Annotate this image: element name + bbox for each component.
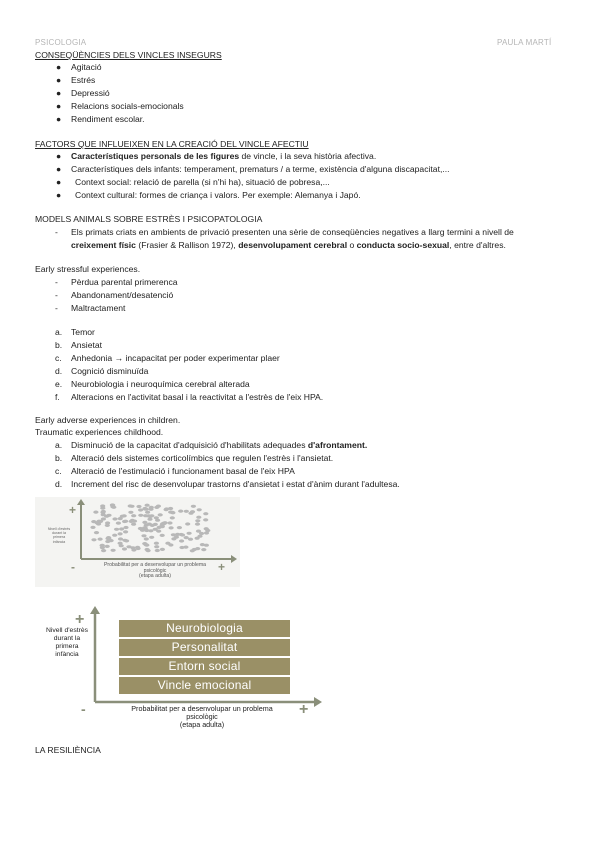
list-marker: e. [55, 379, 63, 389]
list-item: Depressió [71, 88, 110, 98]
y-axis-label [39, 527, 79, 544]
scatter-dot [106, 536, 111, 539]
scatter-dot [91, 538, 96, 541]
scatter-dot [174, 536, 179, 539]
header-author: PAULA MARTÍ [497, 38, 552, 47]
scatter-dot [199, 532, 204, 535]
section-title-resilience: LA RESILIÈNCIA [35, 745, 101, 755]
x-axis-label [107, 705, 297, 729]
list-marker: c. [55, 353, 62, 363]
scatter-dot [123, 520, 128, 523]
label-line: (etapa adulta) [138, 573, 171, 580]
label-line: primera [52, 535, 66, 540]
scatter-dot [179, 539, 184, 542]
scatter-dot [204, 531, 209, 534]
list-marker: d. [55, 479, 63, 489]
list-item: Cognició disminuïda [71, 366, 149, 376]
scatter-dot [154, 545, 159, 548]
bullet-icon: ● [56, 190, 62, 200]
bold-term: d'afrontament. [307, 440, 368, 450]
scatter-dot [165, 542, 170, 545]
list-item: Pèrdua parental primerenca [71, 277, 178, 287]
scatter-dot [147, 518, 152, 521]
dash-marker: - [55, 303, 58, 313]
scatter-dot [101, 510, 106, 513]
scatter-dot [196, 516, 201, 519]
list-item: Relacions socials-emocionals [71, 101, 184, 111]
bullet-icon: ● [56, 88, 62, 98]
scatter-dot [94, 531, 99, 534]
scatter-dot [138, 527, 143, 530]
list-item: Rendiment escolar. [71, 114, 145, 124]
scatter-dot [184, 510, 189, 513]
plus-icon: + [69, 503, 77, 517]
scatter-dot [105, 521, 110, 524]
scatter-dot [155, 549, 160, 552]
x-axis-label [95, 563, 215, 580]
scatter-dot [93, 511, 98, 514]
item-text: de vincle, i la seva història afectiva. [239, 151, 377, 161]
scatter-dot [144, 529, 149, 532]
scatter-dot [177, 526, 182, 529]
scatter-dot [112, 534, 117, 537]
scatter-dot [111, 549, 116, 552]
factor-bar-personality: Personalitat [119, 639, 290, 656]
list-item: Anhedonia → incapacitat per poder experimentar plaer [71, 353, 280, 363]
y-arrow-icon [90, 606, 100, 614]
label-line: primera [55, 643, 79, 650]
label-line: durant la [52, 531, 66, 536]
scatter-dot [197, 508, 202, 511]
scatter-dot [195, 519, 200, 522]
scatter-dot [118, 532, 123, 535]
scatter-dot [118, 542, 123, 545]
x-arrow-icon [314, 697, 322, 707]
text-run: Disminució de la capacitat d'adquisició d'habilitats adequades [71, 440, 308, 450]
bullet-icon: ● [56, 177, 62, 187]
bold-term: creixement físic [71, 240, 136, 250]
scatter-dot [126, 545, 131, 548]
scatter-dot [96, 520, 101, 523]
scatter-dot [130, 519, 135, 522]
list-item: Característiques dels infants: temperament, prematurs / a terme, existència d'alguna discapacitat,... [71, 164, 450, 174]
list-marker: c. [55, 466, 62, 476]
scatter-dot [190, 549, 195, 552]
list-marker: f. [55, 392, 60, 402]
scatter-dot [148, 508, 153, 511]
bullet-icon: ● [56, 164, 62, 174]
plus-icon: + [218, 560, 226, 574]
scatter-dot [120, 515, 125, 518]
list-item: Neurobiologia i neuroquímica cerebral alterada [71, 379, 250, 389]
scatter-dot [187, 532, 192, 535]
factor-bar-neurobiology: Neurobiologia [119, 620, 290, 637]
scatter-dot [145, 511, 150, 514]
label-line: durant la [53, 635, 81, 642]
scatter-dot [153, 528, 158, 531]
figure-factors [35, 605, 325, 740]
scatter-dot [203, 512, 208, 515]
list-item [71, 151, 376, 161]
scatter-dot [105, 540, 110, 543]
scatter-dot [98, 538, 103, 541]
scatter-dot [150, 524, 155, 527]
section-title-consequences: CONSEQÜÈNCIES DELS VINCLES INSEGURS [35, 50, 222, 60]
label-line: (etapa adulta) [179, 720, 225, 729]
scatter-dot [188, 538, 193, 541]
scatter-dot [154, 542, 159, 545]
scatter-dot [160, 525, 165, 528]
scatter-dot [195, 523, 200, 526]
bullet-icon: ● [56, 75, 62, 85]
scatter-dot [119, 527, 124, 530]
scatter-dot [112, 517, 117, 520]
list-item: Increment del risc de desenvolupar trastorns d'ansietat i estat d'ànim durant l'adultesa. [71, 479, 400, 489]
scatter-dot [191, 505, 196, 508]
scatter-dot [144, 543, 149, 546]
scatter-dot [110, 504, 115, 507]
scatter-dot [144, 537, 149, 540]
scatter-dot [154, 516, 159, 519]
label-line: psicològic [143, 567, 167, 574]
bold-term: desenvolupament cerebral [238, 240, 348, 250]
scatter-dot [123, 526, 128, 529]
label-line: Nivell d'estrès [45, 627, 89, 634]
scatter-dot [101, 549, 106, 552]
list-item [71, 440, 367, 450]
list-item: Ansietat [71, 340, 103, 350]
list-item: Estrés [71, 75, 96, 85]
scatter-dot [106, 514, 111, 517]
minus-icon: - [81, 701, 86, 717]
scatter-dot [131, 523, 136, 526]
scatter-dot [122, 547, 127, 550]
section-title-traumatic: Traumatic experiences childhood. [35, 427, 164, 437]
plus-icon: + [299, 701, 309, 718]
list-marker: d. [55, 366, 63, 376]
scatter-dot [135, 546, 140, 549]
scatter-dot [143, 507, 148, 510]
bullet-icon: ● [56, 114, 62, 124]
list-item: Maltractament [71, 303, 126, 313]
scatter-dot [141, 534, 146, 537]
bullet-icon: ● [56, 101, 62, 111]
scatter-dot [138, 514, 143, 517]
figure-scatter [35, 497, 240, 587]
paragraph-line: Els primats criats en ambients de privació presenten una sèrie de conseqüències negatives a llarg termini a nivell de [71, 227, 514, 237]
text-run: (Frasier & Rallison 1972), [135, 240, 239, 250]
scatter-dot [164, 508, 169, 511]
scatter-dot [185, 522, 190, 525]
bold-term: conducta socio-sexual [356, 240, 450, 250]
scatter-dot [170, 511, 175, 514]
scatter-dot [131, 514, 136, 517]
scatter-dot [203, 518, 208, 521]
scatter-dot [160, 548, 165, 551]
label-line: Probabilitat per a desenvolupar un problema [131, 704, 273, 713]
section-title-early-stressful: Early stressful experiences. [35, 264, 141, 274]
scatter-dot [90, 526, 95, 529]
list-marker: a. [55, 440, 63, 450]
factor-bar-emotional-bond: Vincle emocional [119, 677, 290, 694]
scatter-dot [204, 544, 209, 547]
scatter-dot [149, 536, 154, 539]
paragraph-line [71, 240, 506, 250]
factor-bar-social-environment: Entorn social [119, 658, 290, 675]
list-marker: a. [55, 327, 63, 337]
text-run: o [347, 240, 357, 250]
scatter-dot [136, 505, 141, 508]
header-subject: PSICOLOGIA [35, 38, 87, 47]
scatter-dot [146, 549, 151, 552]
label-line: Probabilitat per a desenvolupar un problema [103, 562, 207, 568]
scatter-dot [162, 521, 167, 524]
scatter-dot [142, 521, 147, 524]
scatter-dot [116, 522, 121, 525]
scatter-dot [101, 513, 106, 516]
scatter-dot [195, 547, 200, 550]
scatter-dot [101, 517, 106, 520]
list-item: Context social: relació de parella (si n'hi ha), situació de pobresa,... [75, 177, 330, 187]
scatter-dot [170, 516, 175, 519]
scatter-dot [195, 537, 200, 540]
bullet-icon: ● [56, 62, 62, 72]
list-marker: b. [55, 453, 63, 463]
scatter-dot [188, 512, 193, 515]
scatter-dot [160, 534, 165, 537]
scatter-dot [100, 544, 105, 547]
dash-marker: - [55, 227, 58, 237]
scatter-dot [167, 521, 172, 524]
scatter-dot [100, 507, 105, 510]
y-axis-label [41, 627, 93, 659]
dash-marker: - [55, 277, 58, 287]
list-item: Alteració dels sistemes corticolímbics que regulen l'estrès i l'ansietat. [71, 453, 334, 463]
label-line: infància [52, 539, 66, 544]
minus-icon: - [71, 560, 75, 574]
list-item: Agitació [71, 62, 102, 72]
scatter-dot [129, 505, 134, 508]
list-item: Context cultural: formes de criança i valors. Per exemple: Alemanya i Japó. [75, 190, 361, 200]
scatter-dot [114, 528, 119, 531]
scatter-dot [105, 545, 110, 548]
bold-term: Característiques personals de les figures [71, 151, 240, 161]
scatter-dot [154, 506, 159, 509]
scatter-dot [145, 504, 150, 507]
scatter-dot [201, 548, 206, 551]
dash-marker: - [55, 290, 58, 300]
scatter-dot [179, 546, 184, 549]
section-title-factors: FACTORS QUE INFLUEIXEN EN LA CREACIÓ DEL VINCLE AFECTIU [35, 139, 309, 149]
scatter-dot [175, 533, 180, 536]
label-line: Nivell d'estrès [47, 527, 71, 531]
list-item: Temor [71, 327, 95, 337]
label-line: infància [55, 651, 79, 658]
section-title-animal-models: MODELS ANIMALS SOBRE ESTRÈS I PSICOPATOLOGIA [35, 214, 263, 224]
scatter-dot [131, 548, 136, 551]
section-title-early-adverse: Early adverse experiences in children. [35, 415, 181, 425]
plus-icon: + [75, 611, 85, 628]
list-item: Alteracions en l'activitat basal i la reactivitat a l'estrès de l'eix HPA. [71, 392, 324, 402]
scatter-dot [204, 527, 209, 530]
list-item: Alteració de l'estimulació i funcionament basal de l'eix HPA [71, 466, 295, 476]
text-run: , entre d'altres. [449, 240, 506, 250]
scatter-dot [178, 510, 183, 513]
list-item: Abandonament/desatenció [71, 290, 174, 300]
scatter-dot [118, 537, 123, 540]
list-marker: b. [55, 340, 63, 350]
scatter-dot [128, 511, 133, 514]
scatter-dot [169, 526, 174, 529]
label-line: psicològic [186, 712, 218, 721]
scatter-dot [158, 513, 163, 516]
bullet-icon: ● [56, 151, 62, 161]
scatter-dot [123, 530, 128, 533]
scatter-dot [138, 508, 143, 511]
